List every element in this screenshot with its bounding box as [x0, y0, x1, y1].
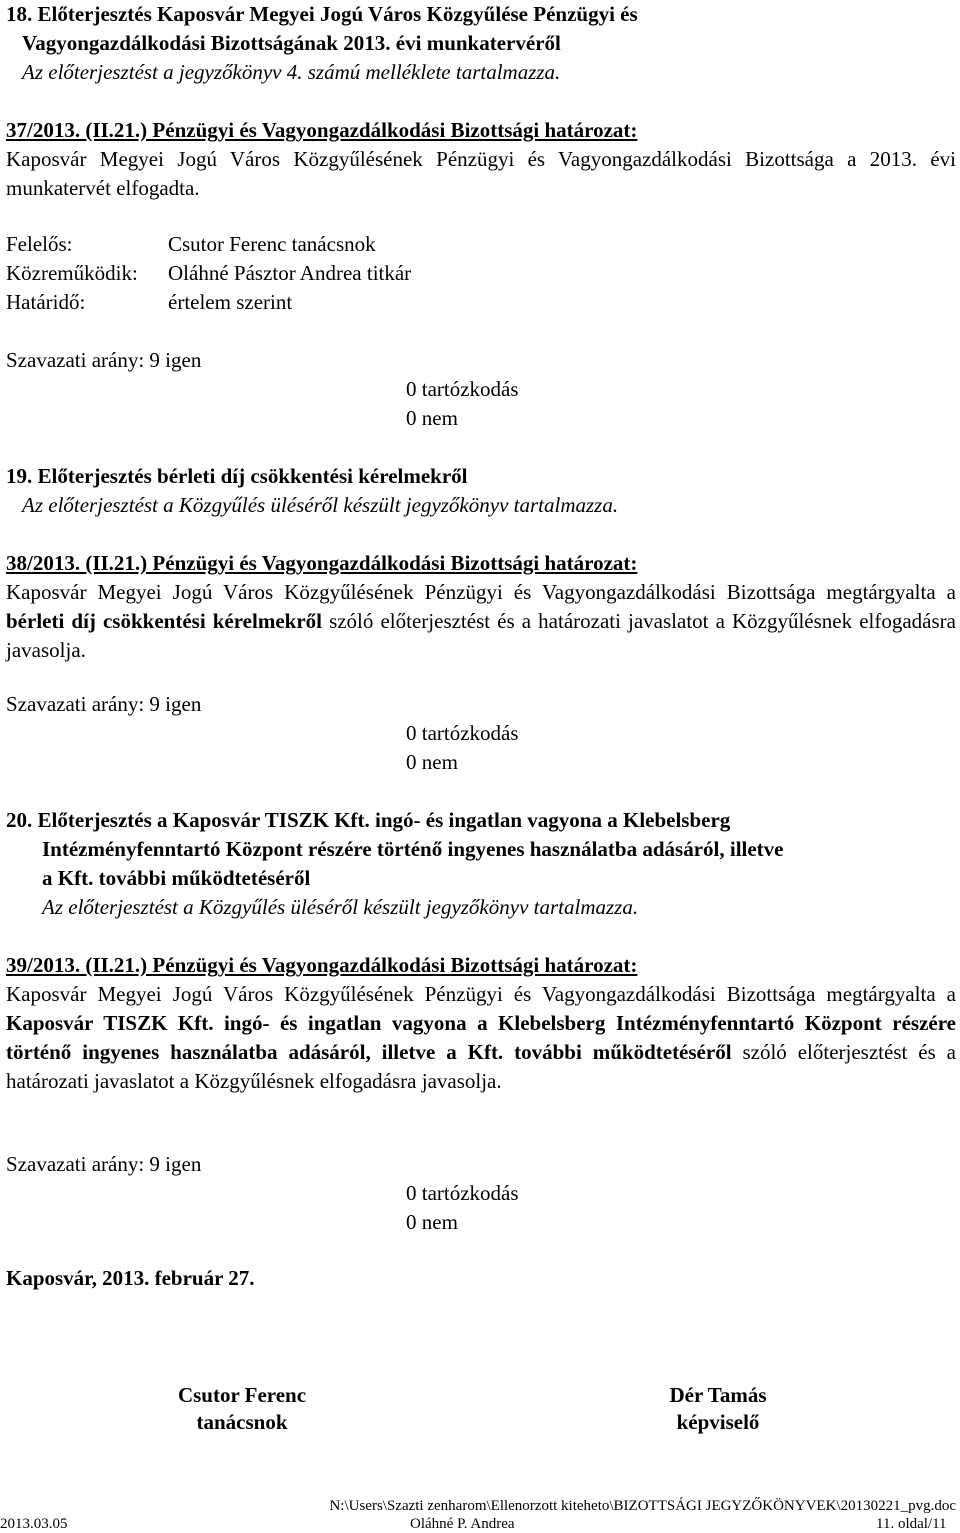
responsible-label: Felelős:	[6, 232, 73, 256]
item20-body-bold: Kaposvár TISZK Kft. ingó- és ingatlan vagyona a Klebelsberg Intézményfenntartó Központ részére történő ingyenes használatba adásáról, illetve a Kft. további működtetéséről	[6, 1011, 956, 1064]
deadline-value: értelem szerint	[168, 290, 293, 314]
item18-note: Az előterjesztést a jegyzőkönyv 4. számú melléklete tartalmazza.	[22, 60, 561, 84]
signature-name: Dér Tamás	[669, 1383, 767, 1407]
item19-heading: 19. Előterjesztés bérleti díj csökkentési kérelmekről	[6, 464, 468, 488]
signature-block-1	[142, 1382, 342, 1436]
footer-file-path: N:\Users\Szazti zenharom\Ellenorzott kiteheto\BIZOTTSÁGI JEGYZŐKÖNYVEK\20130221_pvg.doc	[329, 1498, 956, 1514]
item18-responsible-row	[6, 230, 376, 259]
item20-vote-abstain: 0 tartózkodás	[406, 1181, 519, 1205]
item19-vote-no: 0 nem	[406, 750, 458, 774]
item20-heading-line1: 20. Előterjesztés a Kaposvár TISZK Kft. ingó- és ingatlan vagyona a Klebelsberg	[6, 808, 731, 832]
item19-body-text: Kaposvár Megyei Jogú Város Közgyűlésének Pénzügyi és Vagyongazdálkodási Bizottsága megtárgyalta a	[6, 580, 956, 604]
item18-vote-yes: Szavazati arány: 9 igen	[6, 348, 202, 372]
signature-role: tanácsnok	[196, 1410, 288, 1434]
item20-vote-no: 0 nem	[406, 1210, 458, 1234]
item20-heading-line2: Intézményfenntartó Központ részére történő ingyenes használatba adásáról, illetve	[42, 837, 784, 861]
deadline-label: Határidő:	[6, 290, 86, 314]
item20-resolution-title: 39/2013. (II.21.) Pénzügyi és Vagyongazdálkodási Bizottsági határozat:	[6, 953, 638, 977]
item19-note: Az előterjesztést a Közgyűlés üléséről készült jegyzőkönyv tartalmazza.	[22, 493, 619, 517]
responsible-value: Csutor Ferenc tanácsnok	[168, 232, 376, 256]
item20-note: Az előterjesztést a Közgyűlés üléséről készült jegyzőkönyv tartalmazza.	[42, 895, 639, 919]
item18-cooperating-row	[6, 259, 411, 288]
item19-body-bold: bérleti díj csökkentési kérelmekről	[6, 609, 322, 633]
item19-vote-abstain: 0 tartózkodás	[406, 721, 519, 745]
place-date: Kaposvár, 2013. február 27.	[6, 1266, 255, 1290]
item18-vote-abstain: 0 tartózkodás	[406, 377, 519, 401]
cooperating-value: Oláhné Pásztor Andrea titkár	[168, 261, 412, 285]
item19-resolution-title: 38/2013. (II.21.) Pénzügyi és Vagyongazdálkodási Bizottsági határozat:	[6, 551, 638, 575]
item18-resolution-body: Kaposvár Megyei Jogú Város Közgyűlésének Pénzügyi és Vagyongazdálkodási Bizottsága a 2013. évi munkatervét elfogadta.	[6, 147, 956, 200]
signature-name: Csutor Ferenc	[177, 1383, 307, 1407]
item20-body-text-end: szóló előterjesztést és a határozati javaslatot a Közgyűlésnek elfogadásra javasolja.	[6, 1040, 956, 1093]
item20-body-text: Kaposvár Megyei Jogú Város Közgyűlésének Pénzügyi és Vagyongazdálkodási Bizottsága megtárgyalta a	[6, 982, 956, 1006]
item20-vote-yes: Szavazati arány: 9 igen	[6, 1152, 202, 1176]
signature-role: képviselő	[676, 1410, 760, 1434]
item18-heading-line1: 18. Előterjesztés Kaposvár Megyei Jogú Város Közgyűlése Pénzügyi és	[6, 2, 638, 26]
item19-resolution-body	[6, 578, 956, 665]
footer-author: Oláhné P. Andrea	[410, 1516, 515, 1532]
item18-vote-no: 0 nem	[406, 406, 458, 430]
item19-body-text-end: szóló előterjesztést és a határozati javaslatot a Közgyűlésnek elfogadásra javasolja.	[6, 609, 956, 662]
signature-block-2	[618, 1382, 818, 1436]
item18-resolution-title: 37/2013. (II.21.) Pénzügyi és Vagyongazdálkodási Bizottsági határozat:	[6, 118, 638, 142]
item18-heading-line2: Vagyongazdálkodási Bizottságának 2013. évi munkatervéről	[22, 31, 561, 55]
footer-page-number: 11. oldal/11	[876, 1516, 947, 1532]
cooperating-label: Közreműködik:	[6, 261, 138, 285]
footer-date: 2013.03.05	[0, 1516, 68, 1532]
item20-heading-line3: a Kft. további működtetéséről	[42, 866, 311, 890]
item20-resolution-body	[6, 980, 956, 1096]
item19-vote-yes: Szavazati arány: 9 igen	[6, 692, 202, 716]
item18-deadline-row	[6, 288, 292, 317]
